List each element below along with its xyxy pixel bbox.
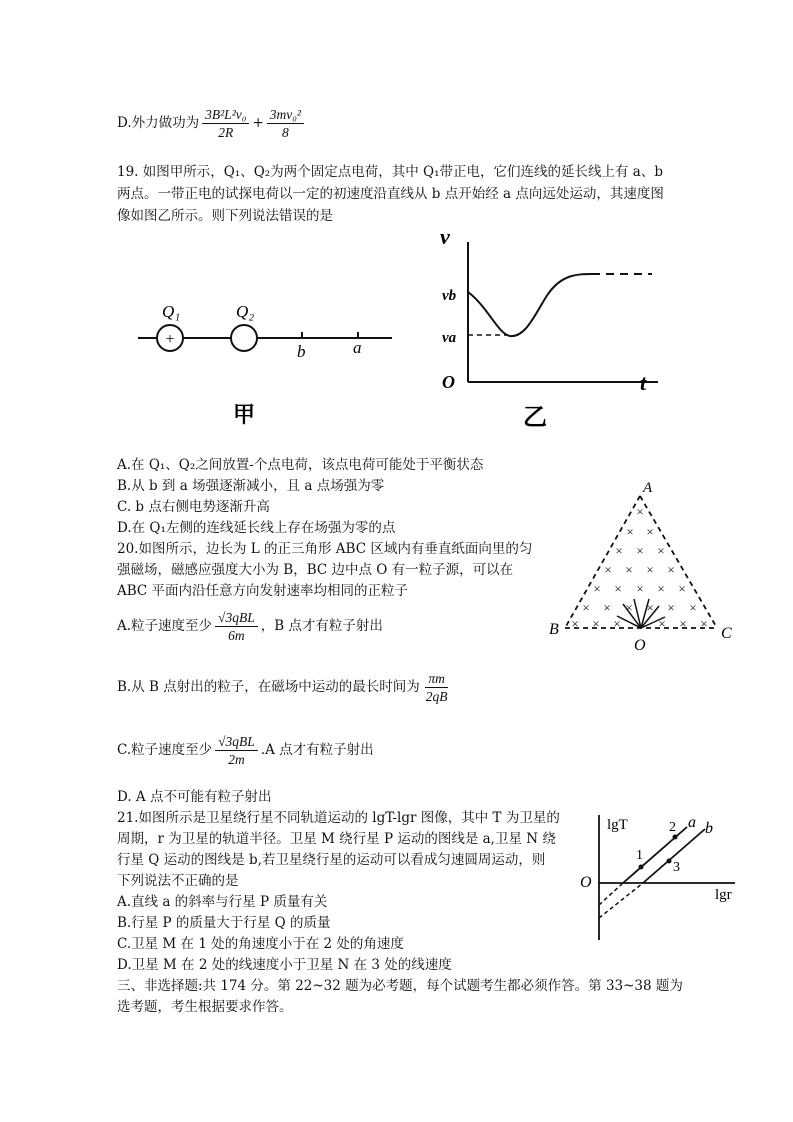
- point-2-label: 2: [669, 820, 676, 835]
- field-cross-mark: ×: [603, 600, 611, 615]
- q20-figure-triangle: [545, 478, 745, 653]
- q19-option-d: D.在 Q₁左侧的连线延长线上存在场强为零的点: [117, 520, 396, 536]
- field-cross-mark: ×: [646, 524, 654, 539]
- axis-lgT-label: lgT: [607, 817, 628, 833]
- q20-option-c-fraction: $\frac{\text{√3qBL}}{2m}$: [215, 733, 258, 768]
- q20-option-d: D. A 点不可能有粒子射出: [117, 789, 272, 805]
- q18-option-d-fraction-2: $\frac{\text{3mv₀²}}{8}$: [267, 106, 304, 141]
- q19-figure-jia: [130, 290, 400, 430]
- q21-figure-lgT-lgr: [575, 805, 745, 950]
- q19-option-b: B.从 b 到 a 场强逐渐减小，且 a 点场强为零: [117, 478, 385, 494]
- line-a-label: a: [688, 814, 696, 831]
- q21-option-a: A.直线 a 的斜率与行星 P 质量有关: [117, 894, 328, 910]
- field-cross-mark: ×: [646, 600, 654, 615]
- q19-stem-line-2: 两点。一带正电的试探电荷以一定的初速度沿直线从 b 点开始经 a 点向远处运动，其速度图: [117, 186, 664, 202]
- point-o-label: O: [634, 637, 646, 653]
- section3-line-1: 三、非选择题:共 174 分。第 22~32 题为必考题，每个试题考生都必须作答。第 33~38 题为: [117, 978, 683, 994]
- vb-label: vb: [442, 288, 457, 304]
- q20-stem-line-1: 20.如图所示，边长为 L 的正三角形 ABC 区域内有垂直纸面向里的匀: [117, 541, 533, 557]
- figure-jia-caption: 甲: [232, 402, 256, 427]
- q20-stem-line-3: ABC 平面内沿任意方向发射速率均相同的正粒子: [117, 583, 409, 599]
- q20-option-b-fraction: $\frac{\pi m}{2qB}$: [425, 671, 448, 704]
- figure-yi-caption: 乙: [523, 405, 547, 431]
- q20-stem-line-2: 强磁场，磁感应强度大小为 B，BC 边中点 O 有一粒子源，可以在: [117, 562, 514, 578]
- vertex-c-label: C: [721, 625, 732, 642]
- q18-option-d: [117, 106, 307, 141]
- q20-option-a-fraction: $\frac{\text{√3qBL}}{6m}$: [215, 609, 258, 644]
- field-cross-mark: ×: [582, 600, 590, 615]
- field-cross-mark: ×: [678, 581, 686, 596]
- field-cross-mark: ×: [626, 524, 634, 539]
- axis-lgr-label: lgr: [715, 887, 732, 903]
- field-cross-mark: ×: [614, 581, 622, 596]
- q20-option-c: C.粒子速度至少 $\frac{\text{√3qBL}}{2m}$ .A 点才有粒子射出: [117, 734, 374, 767]
- field-cross-mark: ×: [636, 504, 644, 519]
- q19-figure-yi: [430, 222, 680, 432]
- field-cross-mark: ×: [658, 616, 666, 631]
- va-label: va: [442, 330, 457, 346]
- q21-stem-line-4: 下列说法不正确的是: [117, 873, 239, 889]
- point-1-label: 1: [636, 848, 643, 863]
- point-3-label: 3: [673, 860, 680, 875]
- field-cross-mark: ×: [625, 600, 633, 615]
- field-cross-mark: ×: [592, 616, 600, 631]
- q20-option-a: A.粒子速度至少 $\frac{\text{√3qBL}}{6m}$ ，B 点才有粒子射出: [117, 610, 383, 643]
- field-cross-mark: ×: [667, 600, 675, 615]
- field-cross-mark: ×: [657, 543, 665, 558]
- field-cross-mark: ×: [646, 562, 654, 577]
- field-cross-mark: ×: [615, 543, 623, 558]
- q21-stem-line-1: 21.如图所示是卫星绕行星不同轨道运动的 lgT-lgr 图像，其中 T 为卫星的: [117, 810, 560, 826]
- section3-line-2: 选考题，考生根据要求作答。: [117, 999, 293, 1015]
- vertex-b-label: B: [549, 621, 559, 638]
- magnetic-field-crosses: [571, 504, 707, 631]
- point-b-label: b: [297, 342, 306, 361]
- plus-sign: +: [252, 115, 264, 131]
- q19-option-a: A.在 Q₁、Q₂之间放置-个点电荷，该点电荷可能处于平衡状态: [117, 457, 484, 473]
- vertex-a-label: A: [643, 480, 653, 496]
- origin-label: O: [442, 372, 455, 392]
- q21-option-c: C.卫星 M 在 1 处的角速度小于在 2 处的角速度: [117, 936, 404, 952]
- q21-stem-line-3: 行星 Q 运动的图线是 b,若卫星绕行星的运动可以看成匀速圆周运动，则: [117, 852, 546, 868]
- field-cross-mark: ×: [700, 616, 708, 631]
- field-cross-mark: ×: [679, 616, 687, 631]
- field-cross-mark: ×: [636, 543, 644, 558]
- q21-stem-line-2: 周期，r 为卫星的轨道半径。卫星 M 绕行星 P 运动的图线是 a,卫星 N 绕: [117, 831, 556, 847]
- line-b-label: b: [705, 820, 713, 837]
- q18-option-d-fraction-1: $\frac{\text{3B²L²v₀}}{2R}$: [202, 106, 249, 141]
- q18-option-d-prefix: D.外力做功为: [117, 115, 200, 131]
- q21-option-d: D.卫星 M 在 2 处的线速度小于卫星 N 在 3 处的线速度: [117, 957, 452, 973]
- field-cross-mark: ×: [593, 581, 601, 596]
- plus-sign: +: [165, 331, 175, 348]
- axis-t-label: t: [640, 370, 647, 395]
- q19-stem-line-1: 19. 如图甲所示，Q₁、Q₂为两个固定点电荷，其中 Q₁带正电，它们连线的延长线上有 a、b: [117, 164, 663, 180]
- q1-label: Q₁: [162, 302, 181, 321]
- field-cross-mark: ×: [657, 581, 665, 596]
- point-a-label: a: [353, 338, 362, 357]
- field-cross-mark: ×: [604, 562, 612, 577]
- axis-v-label: v: [440, 224, 450, 249]
- q20-option-b: B.从 B 点射出的粒子，在磁场中运动的最长时间为 $\frac{\pi m}{2qB}$: [117, 670, 453, 705]
- field-cross-mark: ×: [689, 600, 697, 615]
- q2-label: Q₂: [236, 302, 255, 321]
- origin-label: O: [580, 874, 592, 891]
- q21-option-b: B.行星 P 的质量大于行星 Q 的质量: [117, 915, 331, 931]
- field-cross-mark: ×: [625, 562, 633, 577]
- field-cross-mark: ×: [667, 562, 675, 577]
- field-cross-mark: ×: [636, 581, 644, 596]
- q19-stem-line-3: 像如图乙所示。则下列说法错误的是: [117, 208, 333, 224]
- q19-option-c: C. b 点右侧电势逐渐升高: [117, 499, 270, 515]
- field-cross-mark: ×: [571, 616, 579, 631]
- field-cross-mark: ×: [613, 616, 621, 631]
